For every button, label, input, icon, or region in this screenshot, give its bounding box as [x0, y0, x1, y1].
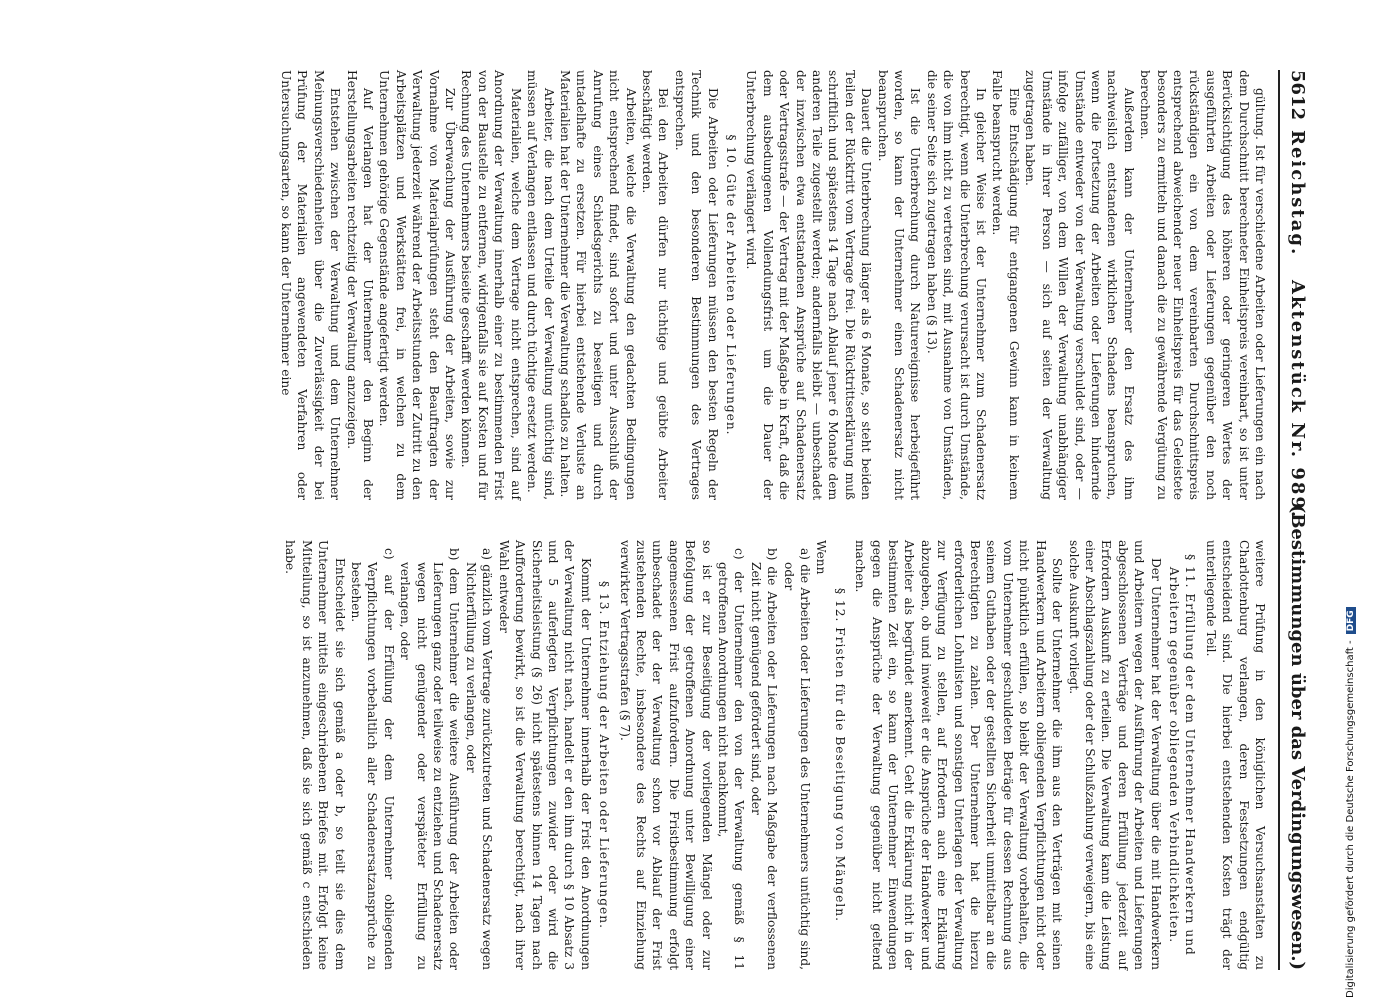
paragraph: Bei den Arbeiten dürfen nur tüchtige und geübte Arbeiter beschäftigt werden.	[639, 70, 671, 500]
list-item: c) der Unternehmer den von der Verwaltung gemäß § 11 getroffenen Anordnungen nicht nachkommt,	[716, 548, 747, 970]
paragraph: weitere Prüfung in den königlichen Versuchsanstalten zu Charlottenburg verlangen, deren Festsetzungen endgültig entscheidend sind. Die hierbei entstehenden Kosten trägt der unterliegende Teil.	[1203, 540, 1267, 970]
list-item: b) dem Unternehmer die weitere Ausführung der Arbeiten oder Lieferungen ganz oder teilweise zu entziehen und Schadenersatz wegen nicht genügender oder verspäteter Erfüllung zu verlangen, oder	[398, 548, 462, 970]
list-item: a) die Arbeiten oder Lieferungen des Unternehmers untüchtig sind, oder	[781, 548, 813, 970]
paragraph: Auf Verlangen hat der Unternehmer den Beginn der Herstellungsarbeiten rechtzeitig der Verwaltung anzuzeigen.	[344, 70, 376, 500]
paragraph: Eine Entschädigung für entgangenen Gewinn kann in keinem Falle beansprucht werden.	[990, 70, 1021, 500]
paragraph: Der Unternehmer hat der Verwaltung über die mit Handwerkern und Arbeitern wegen der Ausführung der Arbeiten und Lieferungen abgeschlossenen Verträge und deren Erfüllung jederzeit auf Erfordern Auskunft zu erteilen. Die Verwaltung kann die Leistung einer Abschlagszahlung oder der Schlußzahlung verweigern, bis eine solche Auskunft vorliegt.	[1066, 540, 1163, 970]
paragraph: Dauert die Unterbrechung länger als 6 Monate, so steht beiden Teilen der Rücktritt vom Vertrage frei. Die Rücktrittserklärung muß schriftlich und spätestens 14 Tage nach Ablauf jener 6 Monate dem anderen Teile zugestellt werden; andernfalls bleibt — unbeschadet der inzwischen etwa entstandenen Ansprüche auf Schadenersatz oder Vertragsstrafe — der Vertrag mit der Maßgabe in Kraft, daß die dem ausbedungenen Vollendungsfrist um die Dauer der Unterbrechung verlängert wird.	[744, 70, 874, 500]
page-number: 5612	[1287, 70, 1308, 121]
paragraph: gültung. Ist für verschiedene Arbeiten oder Lieferungen ein nach dem Durchschnitt berechneter Einheitspreis vereinbart, so ist unter Berücksichtigung des höheren oder geringeren Wertes der ausgeführten Arbeiten oder Lieferungen gegenüber den noch rückständigen ein von dem vereinbarten Durchschnittspreis entsprechend abweichender neuer Einheitspreis für das Geleistete besonders zu ermitteln und danach die zu gewährende Vergütung zu berechnen.	[1138, 70, 1267, 500]
paragraph: Entscheidet sie sich gemäß a oder b, so teilt sie dies dem Unternehmer mittels eingeschriebenen Briefes mit. Erfolgt keine Mitteilung, so ist anzunehmen, daß sie sich gemäß c entschieden habe.	[283, 540, 347, 970]
paragraph: Materialien, welche dem Vertrage nicht entsprechen, sind auf Anordnung der Verwaltung innerhalb einer zu bestimmenden Frist von der Baustelle zu entfernen, widrigenfalls sie auf Kosten und für Rechnung des Unternehmers beiseite geschafft werden können.	[459, 70, 523, 500]
paragraph: Ist die Unterbrechung durch Naturereignisse herbeigeführt worden, so kann der Unternehmer einen Schadenersatz nicht beanspruchen.	[875, 70, 923, 500]
paragraph: Kommt der Unternehmer innerhalb der Frist den Anordnungen der Verwaltung nicht nach, handelt er den ihm durch § 10 Absatz 3 und 5 auferlegten Verpflichtungen zuwider oder wird die Sicherheitsleistung (§ 26) nicht spätestens binnen 14 Tagen nach Aufforderung bewirkt, so ist die Verwaltung berechtigt, nach ihrer Wahl entweder	[496, 540, 593, 970]
dfg-logo: DFG	[1346, 607, 1356, 634]
section-heading: § 10. Güte der Arbeiten oder Lieferungen.	[724, 134, 738, 436]
paragraph: Wenn	[814, 540, 829, 575]
section-heading: § 12. Fristen für die Beseitigung von Mängeln.	[832, 587, 847, 923]
paragraph: so ist er zur Beseitigung der vorliegenden Mängel oder zur Befolgung der getroffenen Anordnung unter Bewilligung einer angemessenen Frist aufzufordern. Die Fristbestimmung erfolgt unbeschadet der der Verwaltung schon vor Ablauf der Frist zustehenden Rechte, insbesondere des Rechts auf Einziehung verwirkter Vertragsstrafen (§ 7).	[617, 540, 714, 970]
page-header	[1278, 70, 1310, 970]
paragraph: Außerdem kann der Unternehmer den Ersatz des ihm nachweislich entstandenen wirklichen Schadens beanspruchen, wenn die Fortsetzung der Arbeiten oder Lieferungen hindernde Umstände entweder von der Verwaltung verschuldet sind, oder — infolge zufälliger, von dem Willen der Verwaltung unabhängiger Umstände in ihrer Person — sich auf seiten der Verwaltung zugetragen haben.	[1023, 70, 1136, 500]
paragraph: In gleicher Weise ist der Unternehmer zum Schadenersatz berechtigt, wenn die Unterbrechung verursacht ist durch Umstände, die von ihm nicht zu vertreten sind, mit Ausnahme von Umständen, die seiner Seite sich zugetragen haben (§ 13).	[924, 70, 989, 500]
header-topic: (Bestimmungen über das Verdingungswesen.)	[1287, 504, 1308, 970]
digitization-footer	[1345, 607, 1356, 998]
header-document: Aktenstück Nr. 989.	[1287, 280, 1308, 520]
list-item: b) die Arbeiten oder Lieferungen nach Maßgabe der verflossenen Zeit nicht genügend gefördert sind, oder	[748, 548, 780, 970]
right-text-column	[282, 540, 1268, 970]
section-heading: § 13. Entziehung der Arbeiten oder Lieferungen.	[597, 581, 612, 929]
paragraph: Die Arbeiten oder Lieferungen müssen den besten Regeln der Technik und den besonderen Bestimmungen des Vertrages entsprechen.	[672, 70, 720, 500]
paragraph: Sollte der Unternehmer die ihm aus den Verträgen mit seinen Handwerkern und Arbeitern obliegenden Verpflichtungen nicht oder nicht pünktlich erfüllen, so bleibt der Verwaltung vorbehalten, die vom Unternehmer geschuldeten Beträge für dessen Rechnung aus seinem Guthaben oder der gestellten Sicherheit unmittelbar an die Berechtigten zu zahlen. Der Unternehmer hat die hierzu erforderlichen Lohnlisten und sonstigen Unterlagen der Verwaltung zur Verfügung zu stellen, auf Erfordern auch eine Erklärung abzugeben, ob und inwieweit er die Ansprüche der Handwerker und Arbeiter als begründet anerkennt. Geht die Erklärung nicht in der bestimmten Zeit ein, so kann der Unternehmer Einwendungen gegen die Ansprüche der Verwaltung gegenüber nicht geltend machen.	[853, 540, 1065, 970]
paragraph: Arbeiten, welche die Verwaltung den gedachten Bedingungen nicht entsprechend findet, sind sofort und unter Ausschluß der Anrufung eines Schiedsgerichts zu beseitigen und durch untadelhafte zu ersetzen. Für hierbei entstehende Verluste an Materialien hat der Unternehmer die Verwaltung schadlos zu halten.	[557, 70, 638, 500]
list-item: c) auf der Erfüllung der dem Unternehmer obliegenden Verpflichtungen vorbehaltlich aller Schadenersatzansprüche zu bestehen.	[349, 548, 396, 970]
paragraph: Arbeiter, die nach dem Urteile der Verwaltung untüchtig sind, müssen auf Verlangen entlassen und durch tüchtige ersetzt werden.	[525, 70, 556, 500]
paragraph: Zur Überwachung der Ausführung der Arbeiten, sowie zur Vornahme von Materialprüfungen steht den Beauftragten der Verwaltung jederzeit während der Arbeitsstunden der Zutritt zu den Arbeitsplätzen und Werkstätten frei, in welchen zu dem Unternehmen gehörige Gegenstände angefertigt werden.	[377, 70, 458, 500]
left-text-column	[278, 70, 1268, 500]
section-heading: § 11. Erfüllung der dem Unternehmer Handwerkern und Arbeitern gegenüber obliegenden Verbindlichkeiten.	[1166, 554, 1198, 956]
paragraph: Entstehen zwischen der Verwaltung und dem Unternehmer Meinungsverschiedenheiten über die Zuverlässigkeit der bei Prüfung der Materialien angewendeten Verfahren oder Untersuchungsarten, so kann der Unternehmer eine	[279, 70, 343, 500]
header-body-name: Reichstag.	[1287, 130, 1308, 257]
scanned-page	[30, 0, 1330, 1000]
list-item: a) gänzlich vom Vertrage zurückzutreten und Schadenersatz wegen Nichterfüllung zu verlangen, oder	[463, 548, 495, 970]
footer-credit-text: Digitalisierung gefördert durch die Deutsche Forschungsgemeinschaft -	[1345, 640, 1356, 998]
